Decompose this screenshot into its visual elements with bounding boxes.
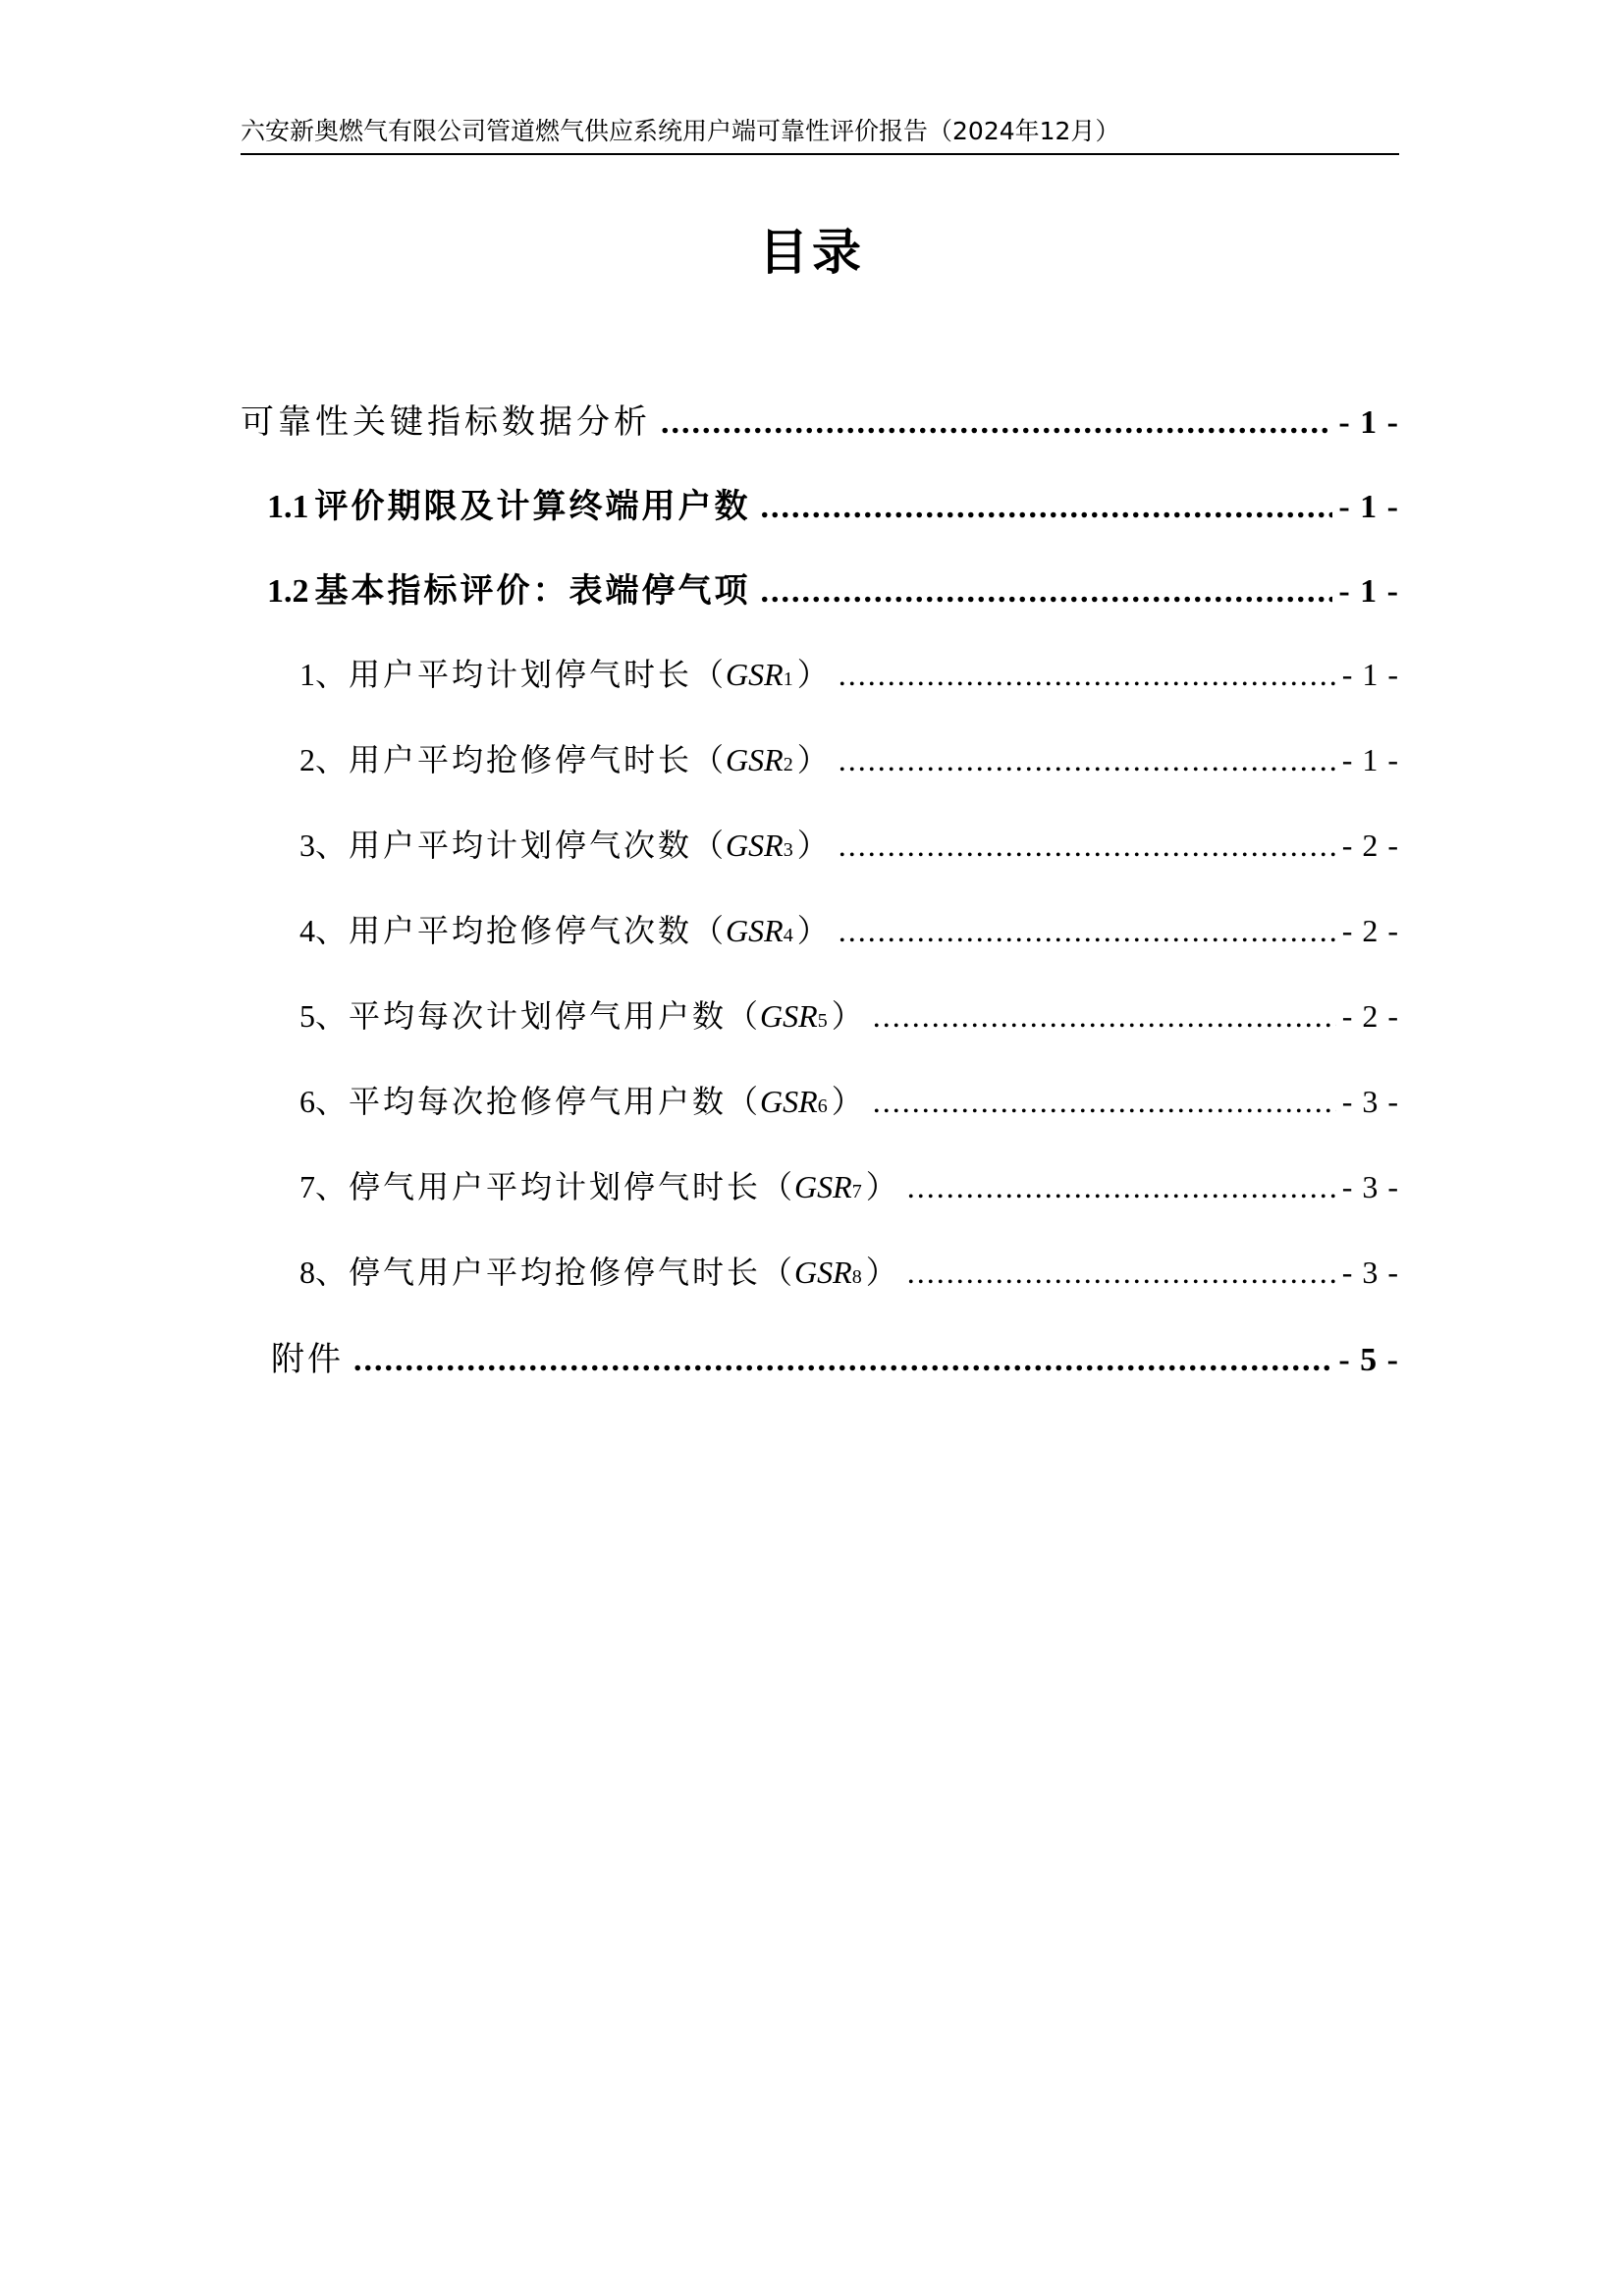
open-paren: （	[761, 1254, 793, 1291]
toc-entry-gsr1[interactable]	[299, 650, 1399, 699]
toc-section-number: 1.1	[267, 489, 309, 525]
toc-entry-1-2[interactable]	[267, 563, 1399, 613]
toc-page-number: - 2 -	[1341, 998, 1399, 1034]
open-paren: （	[692, 741, 725, 778]
toc-item-number: 7、	[299, 1169, 348, 1204]
toc-item-number: 1、	[299, 657, 348, 692]
toc-entry-gsr5[interactable]	[299, 991, 1399, 1041]
toc-entry-label: 停气用户平均计划停气时长	[349, 1168, 762, 1205]
toc-entry-label: 平均每次计划停气用户数	[349, 997, 728, 1035]
close-paren: ）	[831, 997, 863, 1035]
toc-entry-label: 停气用户平均抢修停气时长	[349, 1254, 762, 1291]
toc-leader	[839, 828, 1336, 864]
gsr-symbol: GSR	[760, 998, 818, 1034]
toc-page-number: - 1 -	[1338, 573, 1399, 610]
toc-entry-label: 平均每次抢修停气用户数	[349, 1083, 728, 1120]
toc-entry-label: 用户平均抢修停气次数	[349, 912, 693, 949]
toc-page-number: - 2 -	[1341, 828, 1399, 863]
toc-entry-label: 可靠性关键指标数据分析	[241, 402, 651, 442]
toc-entry-reliability-analysis[interactable]	[241, 395, 1399, 444]
gsr-symbol: GSR	[794, 1169, 852, 1204]
gsr-symbol: GSR	[760, 1084, 818, 1119]
toc-leader	[873, 998, 1336, 1035]
close-paren: ）	[796, 912, 829, 949]
open-paren: （	[727, 1083, 759, 1120]
toc-page-number: - 3 -	[1341, 1169, 1399, 1204]
open-paren: （	[692, 656, 725, 693]
page-header	[241, 114, 1399, 155]
toc-entry-label: 用户平均计划停气时长	[349, 656, 693, 693]
open-paren: （	[692, 827, 725, 864]
close-paren: ）	[796, 656, 829, 693]
toc-item-number: 5、	[299, 998, 348, 1034]
toc-item-number: 3、	[299, 828, 348, 863]
toc-page-number: - 3 -	[1341, 1255, 1399, 1290]
toc-leader	[661, 404, 1332, 442]
gsr-symbol: GSR	[726, 742, 784, 777]
toc-entry-label: 评价期限及计算终端用户数	[314, 487, 751, 526]
header-text: 六安新奥燃气有限公司管道燃气供应系统用户端可靠性评价报告（2024年12月）	[241, 117, 1120, 145]
gsr-subscript: 6	[817, 1095, 828, 1117]
gsr-subscript: 8	[851, 1266, 862, 1288]
toc-leader	[839, 657, 1336, 693]
toc-leader	[761, 573, 1333, 611]
close-paren: ）	[865, 1168, 897, 1205]
toc-entry-gsr3[interactable]	[299, 821, 1399, 870]
toc-page-number: - 5 -	[1338, 1342, 1399, 1378]
gsr-subscript: 3	[783, 839, 793, 861]
toc-page-number: - 1 -	[1341, 657, 1399, 692]
close-paren: ）	[865, 1254, 897, 1291]
gsr-symbol: GSR	[726, 828, 784, 863]
toc-entry-appendix[interactable]	[271, 1332, 1399, 1381]
toc-item-number: 6、	[299, 1084, 348, 1119]
toc-leader	[907, 1169, 1336, 1205]
toc-entry-gsr7[interactable]	[299, 1162, 1399, 1211]
toc-item-number: 4、	[299, 913, 348, 948]
toc-leader	[761, 489, 1333, 526]
open-paren: （	[727, 997, 759, 1035]
gsr-subscript: 2	[783, 754, 793, 775]
gsr-subscript: 7	[851, 1181, 862, 1202]
toc-page-number: - 2 -	[1341, 913, 1399, 948]
toc-leader	[353, 1342, 1332, 1379]
toc-leader	[839, 742, 1336, 778]
toc-page-number: - 1 -	[1338, 404, 1399, 441]
toc-title: 目录	[759, 224, 865, 281]
gsr-symbol: GSR	[794, 1255, 852, 1290]
gsr-subscript: 4	[783, 925, 793, 946]
gsr-symbol: GSR	[726, 913, 784, 948]
toc-entry-gsr2[interactable]	[299, 735, 1399, 784]
gsr-subscript: 1	[783, 668, 793, 690]
toc-item-number: 2、	[299, 742, 348, 777]
toc-page-number: - 3 -	[1341, 1084, 1399, 1119]
toc-entry-gsr6[interactable]	[299, 1077, 1399, 1126]
toc-entry-label: 附件	[271, 1340, 344, 1379]
toc-entry-1-1[interactable]	[267, 479, 1399, 528]
toc-entry-gsr4[interactable]	[299, 906, 1399, 955]
toc-leader	[907, 1255, 1336, 1291]
close-paren: ）	[831, 1083, 863, 1120]
toc-item-number: 8、	[299, 1255, 348, 1290]
gsr-symbol: GSR	[726, 657, 784, 692]
gsr-subscript: 5	[817, 1010, 828, 1032]
toc-entry-gsr8[interactable]	[299, 1248, 1399, 1297]
close-paren: ）	[796, 741, 829, 778]
toc-leader	[839, 913, 1336, 949]
close-paren: ）	[796, 827, 829, 864]
toc-section-number: 1.2	[267, 573, 309, 610]
open-paren: （	[761, 1168, 793, 1205]
toc-page-number: - 1 -	[1341, 742, 1399, 777]
toc-entry-label: 用户平均抢修停气时长	[349, 741, 693, 778]
toc-leader	[873, 1084, 1336, 1120]
toc-entry-label: 用户平均计划停气次数	[349, 827, 693, 864]
open-paren: （	[692, 912, 725, 949]
toc-page-number: - 1 -	[1338, 489, 1399, 525]
toc-entry-label: 基本指标评价：表端停气项	[314, 571, 751, 611]
